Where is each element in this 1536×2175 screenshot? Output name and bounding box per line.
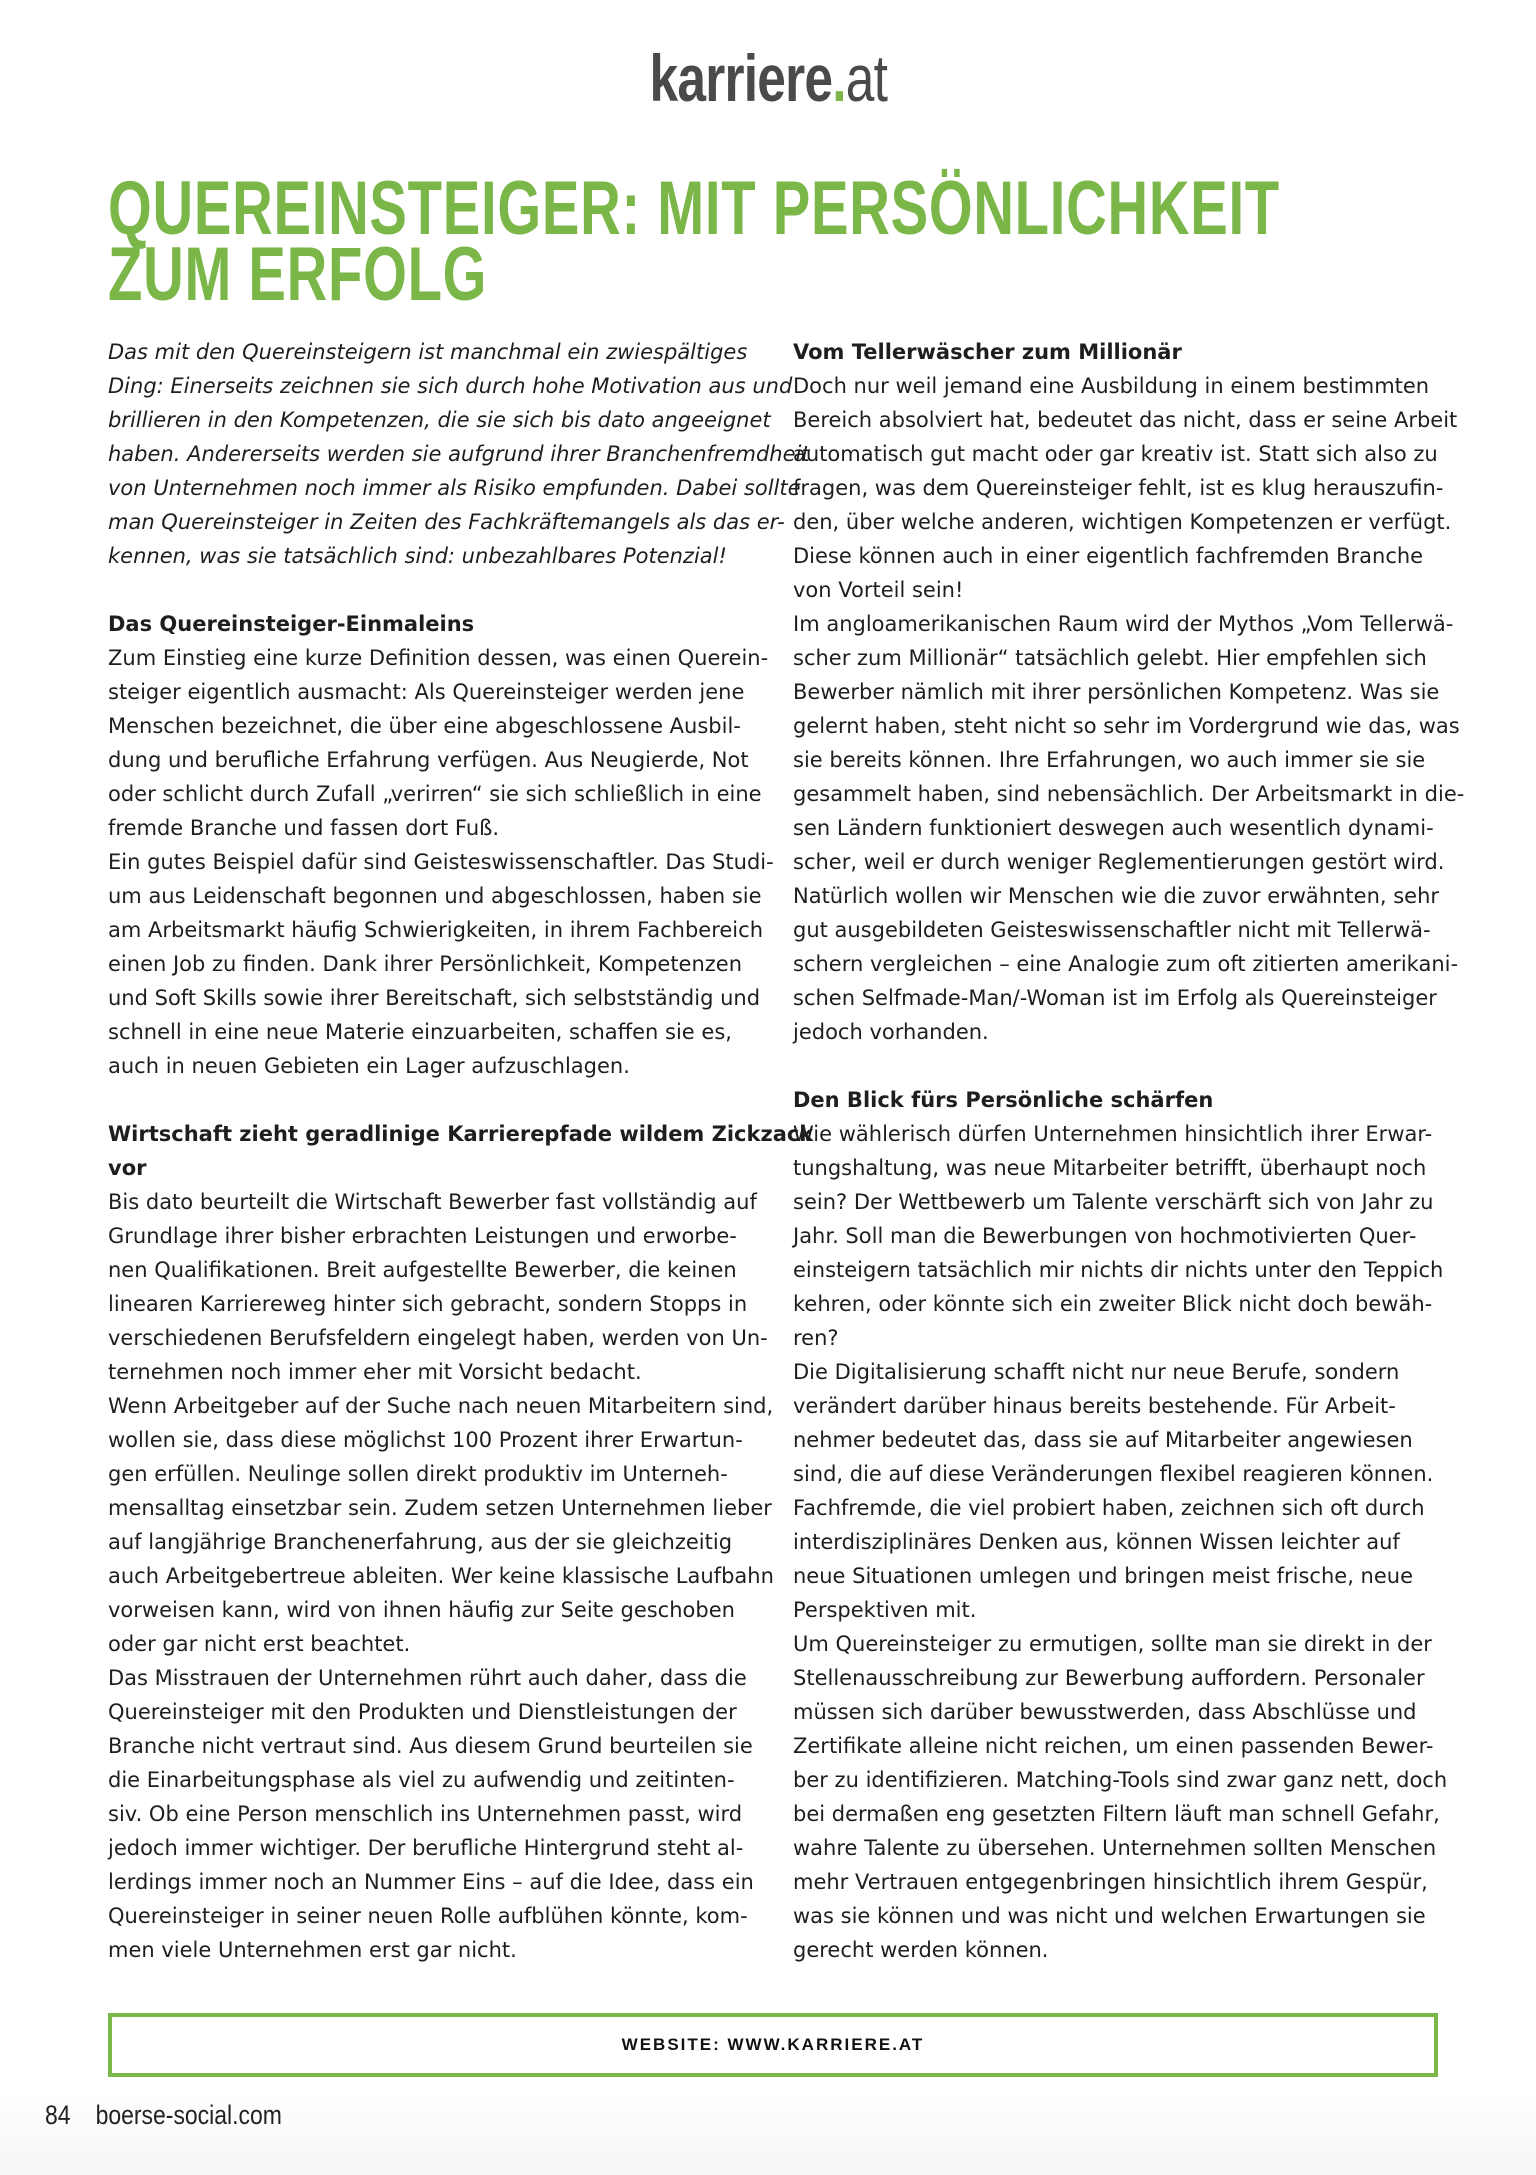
text-line: Fachfremde, die viel probiert haben, zeichnen sich oft durch	[793, 1496, 1425, 1520]
text-line: haben. Andererseits werden sie aufgrund ihrer Branchenfremdheit	[108, 442, 810, 466]
text-line: Zertifikate alleine nicht reichen, um einen passenden Bewer-	[793, 1734, 1434, 1758]
text-line: von Unternehmen noch immer als Risiko empfunden. Dabei sollte	[108, 476, 801, 500]
text-line: linearen Karriereweg hinter sich gebracht, sondern Stopps in	[108, 1292, 748, 1316]
text-line: verändert darüber hinaus bereits bestehende. Für Arbeit-	[793, 1394, 1396, 1418]
left-column	[108, 335, 814, 1967]
text-line: neue Situationen umlegen und bringen meist frische, neue	[793, 1564, 1414, 1588]
text-line: Im angloamerikanischen Raum wird der Mythos „Vom Tellerwä-	[793, 612, 1454, 636]
text-line: Wie wählerisch dürfen Unternehmen hinsichtlich ihrer Erwar-	[793, 1122, 1433, 1146]
text-line: um aus Leidenschaft begonnen und abgeschlossen, haben sie	[108, 884, 762, 908]
text-line: auch Arbeitgebertreue ableiten. Wer keine klassische Laufbahn	[108, 1564, 774, 1588]
text-line: gesammelt haben, sind nebensächlich. Der Arbeitsmarkt in die-	[793, 782, 1465, 806]
text-line: oder schlicht durch Zufall „verirren“ sie sich schließlich in eine	[108, 782, 762, 806]
text-line: sen Ländern funktioniert deswegen auch wesentlich dynami-	[793, 816, 1434, 840]
text-line: sind, die auf diese Veränderungen flexibel reagieren können.	[793, 1462, 1434, 1486]
text-line: bei dermaßen eng gesetzten Filtern läuft man schnell Gefahr,	[793, 1802, 1440, 1826]
text-line: gut ausgebildeten Geisteswissenschaftler nicht mit Tellerwä-	[793, 918, 1431, 942]
text-line: am Arbeitsmarkt häufig Schwierigkeiten, in ihrem Fachbereich	[108, 918, 763, 942]
text-line: steiger eigentlich ausmacht: Als Quereinsteiger werden jene	[108, 680, 745, 704]
text-line: von Vorteil sein!	[793, 578, 964, 602]
paragraph	[793, 369, 1458, 607]
text-line: gerecht werden können.	[793, 1938, 1049, 1962]
text-line: ren?	[793, 1326, 839, 1350]
text-line: Grundlage ihrer bisher erbrachten Leistungen und erworbe-	[108, 1224, 737, 1248]
text-line: auf langjährige Branchenerfahrung, aus der sie gleichzeitig	[108, 1530, 733, 1554]
text-line: schnell in eine neue Materie einzuarbeiten, schaffen sie es,	[108, 1020, 732, 1044]
text-line: wahre Talente zu übersehen. Unternehmen sollten Menschen	[793, 1836, 1437, 1860]
text-line: Perspektiven mit.	[793, 1598, 977, 1622]
paragraph	[793, 1627, 1453, 1967]
text-line: gen erfüllen. Neulinge sollen direkt produktiv im Unterneh-	[108, 1462, 728, 1486]
logo-text: karriere	[649, 41, 832, 115]
paragraph	[108, 1389, 774, 1661]
text-line: men viele Unternehmen erst gar nicht.	[108, 1938, 517, 1962]
footer-site: boerse-social.com	[95, 2100, 282, 2130]
text-line: Wirtschaft zieht geradlinige Karrierepfade wildem Zickzack	[108, 1122, 814, 1146]
section-heading	[108, 607, 768, 641]
text-line: sie bereits können. Ihre Erfahrungen, wo auch immer sie sie	[793, 748, 1426, 772]
text-line: lerdings immer noch an Nummer Eins – auf die Idee, dass ein	[108, 1870, 754, 1894]
text-line: Quereinsteiger in seiner neuen Rolle aufblühen könnte, kom-	[108, 1904, 748, 1928]
intro-paragraph	[108, 335, 810, 573]
page-footer	[45, 2100, 282, 2131]
right-column	[793, 335, 1465, 1967]
text-line: Bereich absolviert hat, bedeutet das nicht, dass er seine Arbeit	[793, 408, 1458, 432]
text-line: dung und berufliche Erfahrung verfügen. Aus Neugierde, Not	[108, 748, 749, 772]
text-line: gelernt haben, steht nicht so sehr im Vordergrund wie das, was	[793, 714, 1460, 738]
paragraph	[108, 845, 774, 1083]
text-line: Das mit den Quereinsteigern ist manchmal ein zwiespältiges	[108, 340, 748, 364]
text-line: die Einarbeitungsphase als viel zu aufwendig und zeitinten-	[108, 1768, 735, 1792]
text-line: und Soft Skills sowie ihrer Bereitschaft, sich selbstständig und	[108, 986, 761, 1010]
text-line: scher, weil er durch weniger Reglementierungen gestört wird.	[793, 850, 1445, 874]
text-line: Vom Tellerwäscher zum Millionär	[793, 340, 1182, 364]
section-heading	[108, 1117, 814, 1185]
text-line: Zum Einstieg eine kurze Definition dessen, was einen Querein-	[108, 646, 769, 670]
text-line: schen Selfmade-Man/-Woman ist im Erfolg als Quereinsteiger	[793, 986, 1437, 1010]
paragraph	[793, 607, 1465, 1049]
text-line: interdisziplinäres Denken aus, können Wissen leichter auf	[793, 1530, 1400, 1554]
text-line: sein? Der Wettbewerb um Talente verschärft sich von Jahr zu	[793, 1190, 1434, 1214]
paragraph	[108, 1661, 768, 1967]
text-line: Menschen bezeichnet, die über eine abgeschlossene Ausbil-	[108, 714, 741, 738]
text-line: fragen, was dem Quereinsteiger fehlt, ist es klug herauszufin-	[793, 476, 1444, 500]
text-line: Den Blick fürs Persönliche schärfen	[793, 1088, 1214, 1112]
text-line: Ding: Einerseits zeichnen sie sich durch hohe Motivation aus und	[108, 374, 793, 398]
paragraph	[108, 1185, 768, 1389]
text-line: Ein gutes Beispiel dafür sind Geisteswissenschaftler. Das Studi-	[108, 850, 774, 874]
page-number: 84	[45, 2100, 71, 2130]
text-line: oder gar nicht erst beachtet.	[108, 1632, 411, 1656]
paragraph	[108, 641, 768, 845]
text-line: Jahr. Soll man die Bewerbungen von hochmotivierten Quer-	[793, 1224, 1417, 1248]
text-line: vor	[108, 1156, 147, 1180]
text-line: Quereinsteiger mit den Produkten und Dienstleistungen der	[108, 1700, 737, 1724]
text-line: man Quereinsteiger in Zeiten des Fachkräftemangels als das er-	[108, 510, 785, 534]
text-line: fremde Branche und fassen dort Fuß.	[108, 816, 500, 840]
section-heading	[793, 335, 1453, 369]
text-line: mehr Vertrauen entgegenbringen hinsichtlich ihrem Gespür,	[793, 1870, 1428, 1894]
text-line: automatisch gut macht oder gar kreativ ist. Statt sich also zu	[793, 442, 1438, 466]
text-line: nen Qualifikationen. Breit aufgestellte Bewerber, die keinen	[108, 1258, 737, 1282]
text-line: Diese können auch in einer eigentlich fachfremden Branche	[793, 544, 1424, 568]
text-line: was sie können und was nicht und welchen Erwartungen sie	[793, 1904, 1426, 1928]
text-line: tungshaltung, was neue Mitarbeiter betrifft, überhaupt noch	[793, 1156, 1427, 1180]
text-line: Bis dato beurteilt die Wirtschaft Bewerber fast vollständig auf	[108, 1190, 757, 1214]
text-line: Doch nur weil jemand eine Ausbildung in einem bestimmten	[793, 374, 1430, 398]
section-heading	[793, 1083, 1453, 1117]
title-line: ZUM ERFOLG	[108, 232, 488, 317]
text-line: wollen sie, dass diese möglichst 100 Prozent ihrer Erwartun-	[108, 1428, 743, 1452]
text-line: ber zu identifizieren. Matching-Tools sind zwar ganz nett, doch	[793, 1768, 1448, 1792]
text-line: den, über welche anderen, wichtigen Kompetenzen er verfügt.	[793, 510, 1452, 534]
text-line: siv. Ob eine Person menschlich ins Unternehmen passt, wird	[108, 1802, 743, 1826]
text-line: schern vergleichen – eine Analogie zum oft zitierten amerikani-	[793, 952, 1459, 976]
text-line: Stellenausschreibung zur Bewerbung auffordern. Personaler	[793, 1666, 1425, 1690]
text-line: verschiedenen Berufsfeldern eingelegt haben, werden von Un-	[108, 1326, 768, 1350]
text-line: Branche nicht vertraut sind. Aus diesem Grund beurteilen sie	[108, 1734, 753, 1758]
text-line: Die Digitalisierung schafft nicht nur neue Berufe, sondern	[793, 1360, 1400, 1384]
karriere-logo	[0, 38, 1536, 118]
text-line: einen Job zu finden. Dank ihrer Persönlichkeit, Kompetenzen	[108, 952, 743, 976]
text-line: brillieren in den Kompetenzen, die sie sich bis dato angeeignet	[108, 408, 771, 432]
text-line: vorweisen kann, wird von ihnen häufig zur Seite geschoben	[108, 1598, 735, 1622]
text-line: Bewerber nämlich mit ihrer persönlichen Kompetenz. Was sie	[793, 680, 1440, 704]
website-box	[108, 2013, 1438, 2077]
text-line: einsteigern tatsächlich mir nichts dir nichts unter den Teppich	[793, 1258, 1444, 1282]
logo-dot: .	[831, 41, 846, 115]
text-line: ternehmen noch immer eher mit Vorsicht bedacht.	[108, 1360, 642, 1384]
title-line: QUEREINSTEIGER: MIT PERSÖNLICHKEIT	[108, 166, 1280, 251]
text-line: kehren, oder könnte sich ein zweiter Blick nicht doch bewäh-	[793, 1292, 1433, 1316]
article-title	[108, 166, 1280, 317]
text-line: kennen, was sie tatsächlich sind: unbezahlbares Potenzial!	[108, 544, 727, 568]
text-line: nehmer bedeutet das, dass sie auf Mitarbeiter angewiesen	[793, 1428, 1413, 1452]
logo-tld: at	[845, 41, 887, 115]
paragraph	[793, 1117, 1453, 1355]
text-line: jedoch vorhanden.	[793, 1020, 989, 1044]
text-line: Wenn Arbeitgeber auf der Suche nach neuen Mitarbeitern sind,	[108, 1394, 774, 1418]
text-line: scher zum Millionär“ tatsächlich gelebt. Hier empfehlen sich	[793, 646, 1427, 670]
text-line: mensalltag einsetzbar sein. Zudem setzen Unternehmen lieber	[108, 1496, 772, 1520]
text-line: Das Quereinsteiger-Einmaleins	[108, 612, 475, 636]
text-line: müssen sich darüber bewusstwerden, dass Abschlüsse und	[793, 1700, 1417, 1724]
text-line: auch in neuen Gebieten ein Lager aufzuschlagen.	[108, 1054, 630, 1078]
text-line: Natürlich wollen wir Menschen wie die zuvor erwähnten, sehr	[793, 884, 1440, 908]
text-line: Um Quereinsteiger zu ermutigen, sollte man sie direkt in der	[793, 1632, 1432, 1656]
website-link[interactable]: WEBSITE: WWW.KARRIERE.AT	[621, 2035, 925, 2054]
paragraph	[793, 1355, 1453, 1627]
text-line: jedoch immer wichtiger. Der berufliche Hintergrund steht al-	[108, 1836, 744, 1860]
text-line: Das Misstrauen der Unternehmen rührt auch daher, dass die	[108, 1666, 747, 1690]
